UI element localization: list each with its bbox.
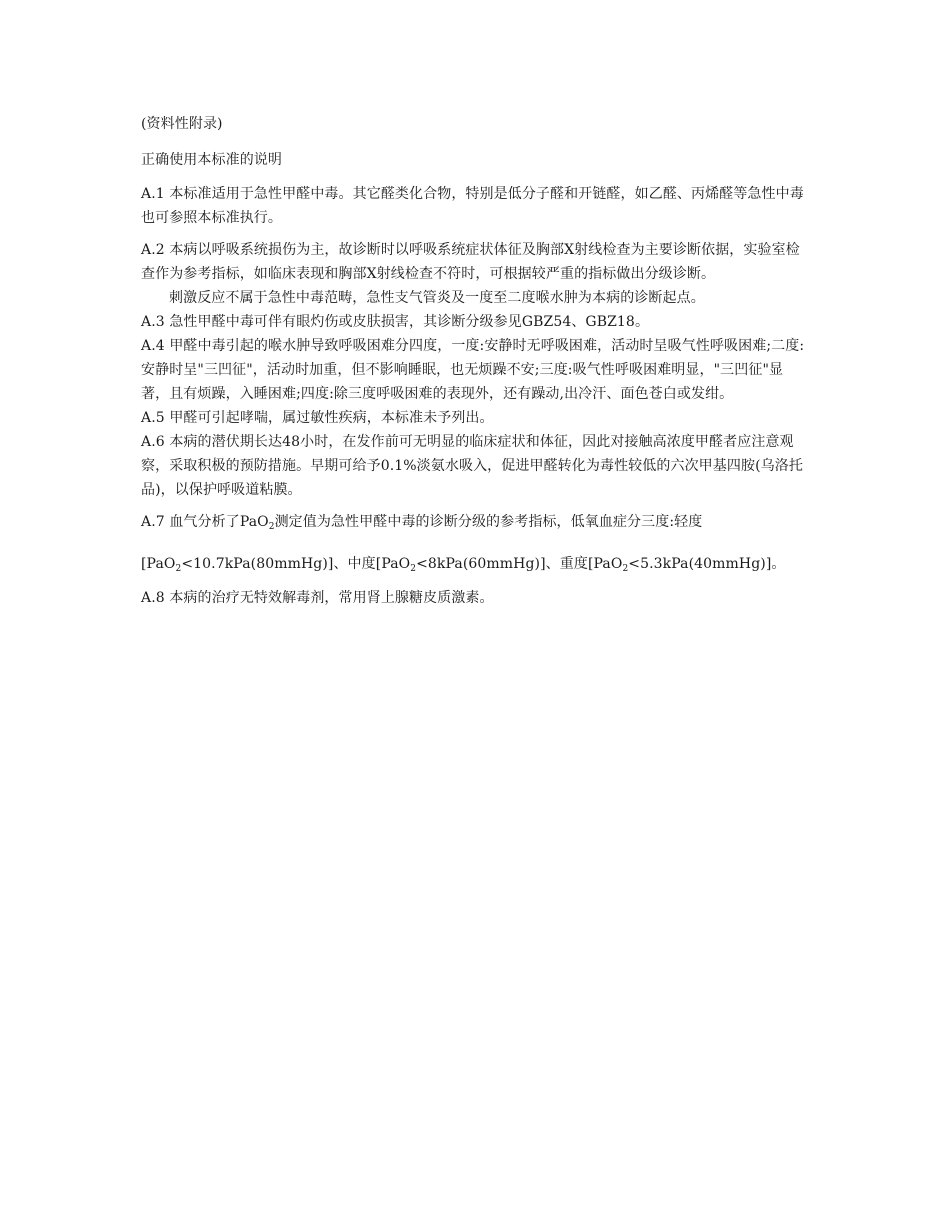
a7-sub-moderate: 2 <box>410 564 417 574</box>
clause-a3: A.3 急性甲醛中毒可伴有眼灼伤或皮肤损害，其诊断分级参见GBZ54、GBZ18。 <box>141 314 650 330</box>
clause-a5: A.5 甲醛可引起哮喘，属过敏性疾病，本标准未予列出。 <box>141 410 494 426</box>
a7-sub-severe: 2 <box>622 564 629 574</box>
clause-a1: A.1 本标准适用于急性甲醛中毒。其它醛类化合物，特别是低分子醛和开链醛，如乙醛、丙烯醛等急性中毒也可参照本标准执行。 <box>141 186 804 226</box>
a7-mild-open: [PaO <box>141 556 176 572</box>
clause-a2: A.2 本病以呼吸系统损伤为主，故诊断时以呼吸系统症状体征及胸部X射线检查为主要诊断依据，实验室检查作为参考指标，如临床表现和胸部X射线检查不符时，可根据较严重的指标做出分级诊断。 <box>141 242 800 282</box>
a7-prefix: A.7 血气分析了PaO <box>141 514 269 530</box>
document-page <box>141 112 811 610</box>
section-title: 正确使用本标准的说明 <box>141 152 282 168</box>
a7-moderate-value: <8kPa(60mmHg)]、重度[PaO <box>416 556 623 572</box>
clause-a2-note: 刺激反应不属于急性中毒范畴，急性支气管炎及一度至二度喉水肿为本病的诊断起点。 <box>169 290 705 306</box>
a7-mild-value: <10.7kPa(80mmHg)]、中度[PaO <box>181 556 411 572</box>
appendix-label: (资料性附录) <box>141 116 223 132</box>
clause-a7-grades <box>141 552 811 576</box>
clause-a7 <box>141 510 811 534</box>
clause-a6: A.6 本病的潜伏期长达48小时，在发作前可无明显的临床症状和体征，因此对接触高浓度甲醛者应注意观察，采取积极的预防措施。早期可给予0.1%淡氨水吸入，促进甲醛转化为毒性较低的六次甲基四胺(乌洛托品)，以保护呼吸道粘膜。 <box>141 434 803 498</box>
a7-sub-mild: 2 <box>175 564 182 574</box>
a7-severe-value: <5.3kPa(40mmHg)]。 <box>628 556 786 572</box>
a7-text: 测定值为急性甲醛中毒的诊断分级的参考指标，低氧血症分三度:轻度 <box>274 514 703 530</box>
clause-a8: A.8 本病的治疗无特效解毒剂，常用肾上腺糖皮质激素。 <box>141 590 494 606</box>
clause-a4: A.4 甲醛中毒引起的喉水肿导致呼吸困难分四度，一度:安静时无呼吸困难，活动时呈吸气性呼吸困难;二度:安静时呈"三凹征"，活动时加重，但不影响睡眠，也无烦躁不安;三度:吸气性呼吸困难明显，"三凹征"显著，且有烦躁，入睡困难;四度:除三度呼吸困难的表现外，还有躁动,出冷汗、面色苍白或发绀。 <box>141 338 805 402</box>
a7-subscript: 2 <box>268 522 275 532</box>
